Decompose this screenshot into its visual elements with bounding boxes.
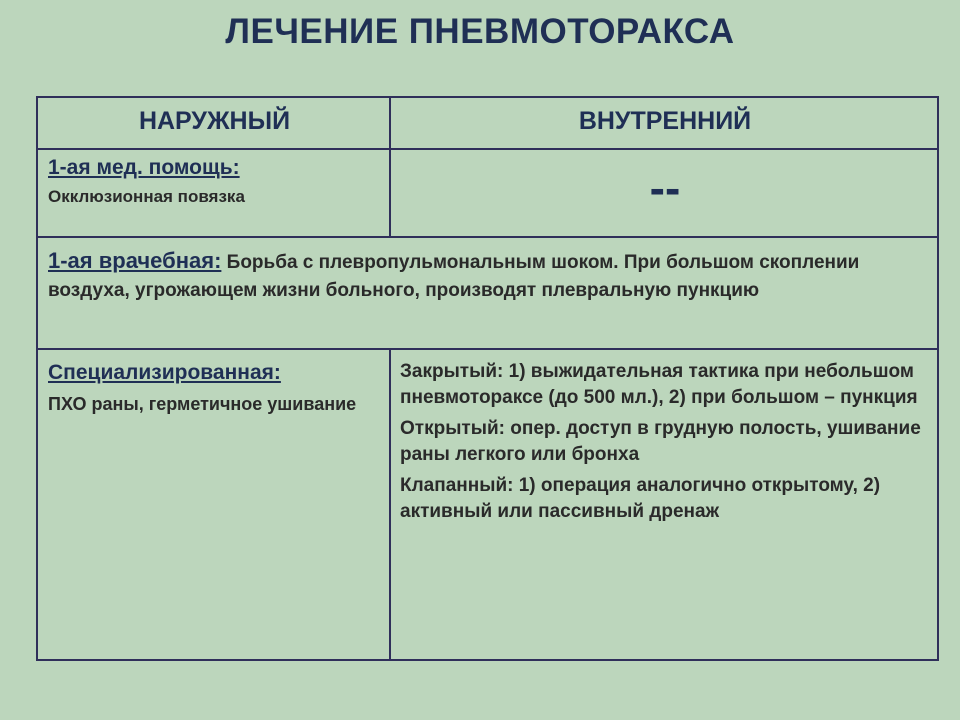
specialized-text: ПХО раны, герметичное ушивание: [48, 394, 357, 414]
first-aid-cell: [48, 156, 383, 208]
doctor-aid-label: 1-ая врачебная:: [48, 248, 222, 273]
first-aid-internal: --: [649, 162, 681, 214]
treatment-table: [36, 96, 939, 661]
specialized-internal-cell: [400, 359, 930, 530]
first-aid-text: Окклюзионная повязка: [48, 187, 245, 206]
column-divider: [389, 348, 391, 659]
row-divider: [38, 348, 937, 350]
first-aid-label: 1-ая мед. помощь:: [48, 156, 240, 179]
header-external: НАРУЖНЫЙ: [138, 107, 291, 135]
doctor-aid-cell: [48, 247, 928, 305]
header-internal: ВНУТРЕННИЙ: [578, 107, 752, 135]
doctor-aid-text: Борьба с плевропульмональным шоком. При большом скоплении воздуха, угрожающем жизни больного, производят плевральную пункцию: [48, 252, 860, 301]
specialized-label: Специализированная:: [48, 361, 281, 384]
page-title: ЛЕЧЕНИЕ ПНЕВМОТОРАКСА: [225, 12, 735, 51]
closed-pneumothorax-text: Закрытый: 1) выжидательная тактика при небольшом пневмотораксе (до 500 мл.), 2) при большом – пункция: [400, 361, 918, 408]
open-pneumothorax-text: Открытый: опер. доступ в грудную полость, ушивание раны легкого или бронха: [400, 418, 921, 465]
row-divider: [38, 236, 937, 238]
specialized-cell: [48, 361, 383, 416]
valve-pneumothorax-text: Клапанный: 1) операция аналогично открытому, 2) активный или пассивный дренаж: [400, 475, 881, 522]
